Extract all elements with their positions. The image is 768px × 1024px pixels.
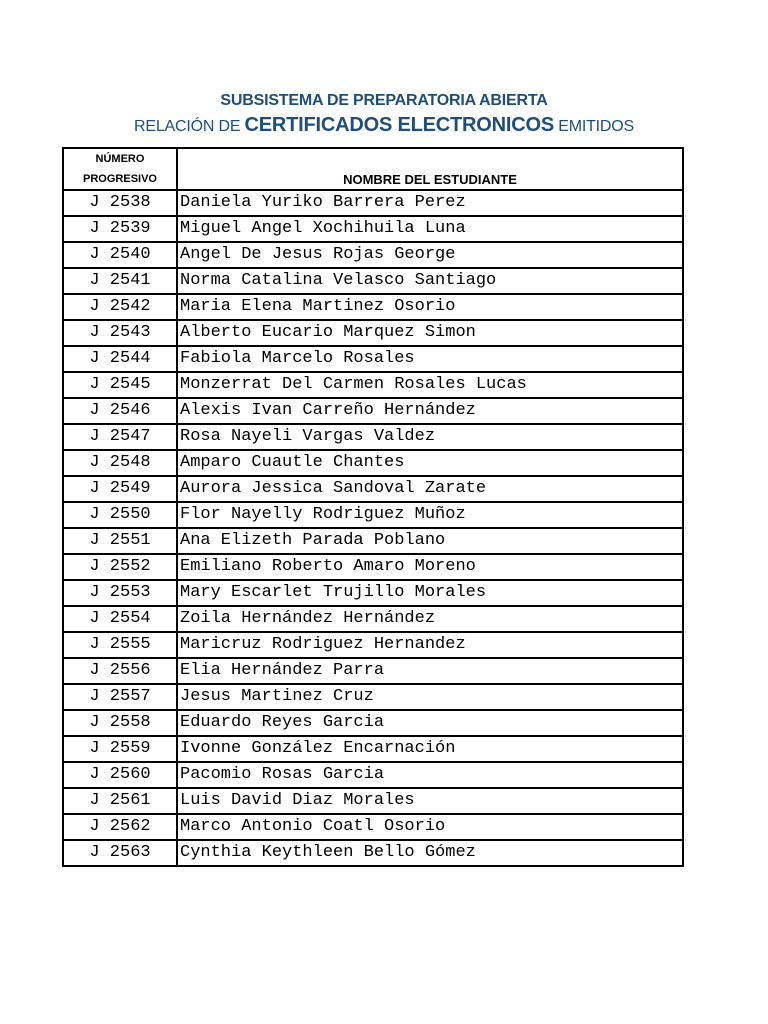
cell-student-name: Ana Elizeth Parada Poblano [177, 528, 683, 554]
cell-student-name: Elia Hernández Parra [177, 658, 683, 684]
cell-student-name: Fabiola Marcelo Rosales [177, 346, 683, 372]
cell-progressive-number: J 2559 [63, 736, 177, 762]
cell-progressive-number: J 2550 [63, 502, 177, 528]
cell-progressive-number: J 2540 [63, 242, 177, 268]
table-row [63, 684, 683, 710]
table-row [63, 320, 683, 346]
table-row [63, 190, 683, 216]
document-header [0, 90, 768, 140]
cell-progressive-number: J 2556 [63, 658, 177, 684]
table-row [63, 242, 683, 268]
cell-progressive-number: J 2545 [63, 372, 177, 398]
table-row [63, 736, 683, 762]
table-row [63, 424, 683, 450]
cell-student-name: Amparo Cuautle Chantes [177, 450, 683, 476]
cell-student-name: Maricruz Rodriguez Hernandez [177, 632, 683, 658]
cell-progressive-number: J 2541 [63, 268, 177, 294]
column-header-number [63, 148, 177, 190]
cell-student-name: Norma Catalina Velasco Santiago [177, 268, 683, 294]
cell-student-name: Eduardo Reyes Garcia [177, 710, 683, 736]
cell-progressive-number: J 2553 [63, 580, 177, 606]
column-header-number-line1: NÚMERO [95, 153, 145, 165]
cell-student-name: Maria Elena Martinez Osorio [177, 294, 683, 320]
document-subtitle [0, 112, 768, 140]
table-row [63, 216, 683, 242]
cell-progressive-number: J 2554 [63, 606, 177, 632]
table-row [63, 814, 683, 840]
table-row [63, 840, 683, 866]
table-row [63, 632, 683, 658]
table-row [63, 372, 683, 398]
cell-student-name: Alberto Eucario Marquez Simon [177, 320, 683, 346]
table-row [63, 268, 683, 294]
cell-student-name: Ivonne González Encarnación [177, 736, 683, 762]
cell-student-name: Zoila Hernández Hernández [177, 606, 683, 632]
cell-progressive-number: J 2555 [63, 632, 177, 658]
certificates-table-wrap [62, 147, 684, 867]
table-row [63, 528, 683, 554]
table-row [63, 762, 683, 788]
table-row [63, 710, 683, 736]
cell-progressive-number: J 2563 [63, 840, 177, 866]
subtitle-emphasis: CERTIFICADOS ELECTRONICOS [244, 114, 554, 136]
cell-student-name: Mary Escarlet Trujillo Morales [177, 580, 683, 606]
cell-progressive-number: J 2558 [63, 710, 177, 736]
cell-progressive-number: J 2561 [63, 788, 177, 814]
table-row [63, 450, 683, 476]
table-row [63, 398, 683, 424]
table-row [63, 476, 683, 502]
cell-progressive-number: J 2548 [63, 450, 177, 476]
subtitle-prefix: RELACIÓN DE [134, 118, 245, 135]
table-row [63, 606, 683, 632]
cell-progressive-number: J 2549 [63, 476, 177, 502]
cell-student-name: Rosa Nayeli Vargas Valdez [177, 424, 683, 450]
cell-student-name: Miguel Angel Xochihuila Luna [177, 216, 683, 242]
cell-student-name: Aurora Jessica Sandoval Zarate [177, 476, 683, 502]
table-row [63, 658, 683, 684]
table-header-row [63, 148, 683, 190]
cell-progressive-number: J 2538 [63, 190, 177, 216]
cell-progressive-number: J 2539 [63, 216, 177, 242]
certificates-table [62, 147, 684, 867]
cell-student-name: Angel De Jesus Rojas George [177, 242, 683, 268]
cell-progressive-number: J 2542 [63, 294, 177, 320]
cell-progressive-number: J 2557 [63, 684, 177, 710]
cell-student-name: Cynthia Keythleen Bello Gómez [177, 840, 683, 866]
table-row [63, 294, 683, 320]
cell-progressive-number: J 2562 [63, 814, 177, 840]
column-header-number-line2: PROGRESIVO [83, 173, 157, 185]
cell-student-name: Luis David Diaz Morales [177, 788, 683, 814]
table-row [63, 346, 683, 372]
table-row [63, 554, 683, 580]
cell-progressive-number: J 2546 [63, 398, 177, 424]
cell-student-name: Flor Nayelly Rodriguez Muñoz [177, 502, 683, 528]
subtitle-suffix: EMITIDOS [554, 118, 634, 135]
cell-progressive-number: J 2543 [63, 320, 177, 346]
document-title: SUBSISTEMA DE PREPARATORIA ABIERTA [220, 92, 548, 109]
cell-student-name: Pacomio Rosas Garcia [177, 762, 683, 788]
cell-progressive-number: J 2551 [63, 528, 177, 554]
cell-progressive-number: J 2547 [63, 424, 177, 450]
table-row [63, 788, 683, 814]
cell-student-name: Monzerrat Del Carmen Rosales Lucas [177, 372, 683, 398]
cell-progressive-number: J 2544 [63, 346, 177, 372]
table-row [63, 580, 683, 606]
table-body [63, 190, 683, 866]
cell-progressive-number: J 2552 [63, 554, 177, 580]
table-row [63, 502, 683, 528]
cell-student-name: Jesus Martinez Cruz [177, 684, 683, 710]
cell-progressive-number: J 2560 [63, 762, 177, 788]
cell-student-name: Marco Antonio Coatl Osorio [177, 814, 683, 840]
cell-student-name: Alexis Ivan Carreño Hernández [177, 398, 683, 424]
column-header-name: NOMBRE DEL ESTUDIANTE [177, 148, 683, 190]
cell-student-name: Daniela Yuriko Barrera Perez [177, 190, 683, 216]
cell-student-name: Emiliano Roberto Amaro Moreno [177, 554, 683, 580]
